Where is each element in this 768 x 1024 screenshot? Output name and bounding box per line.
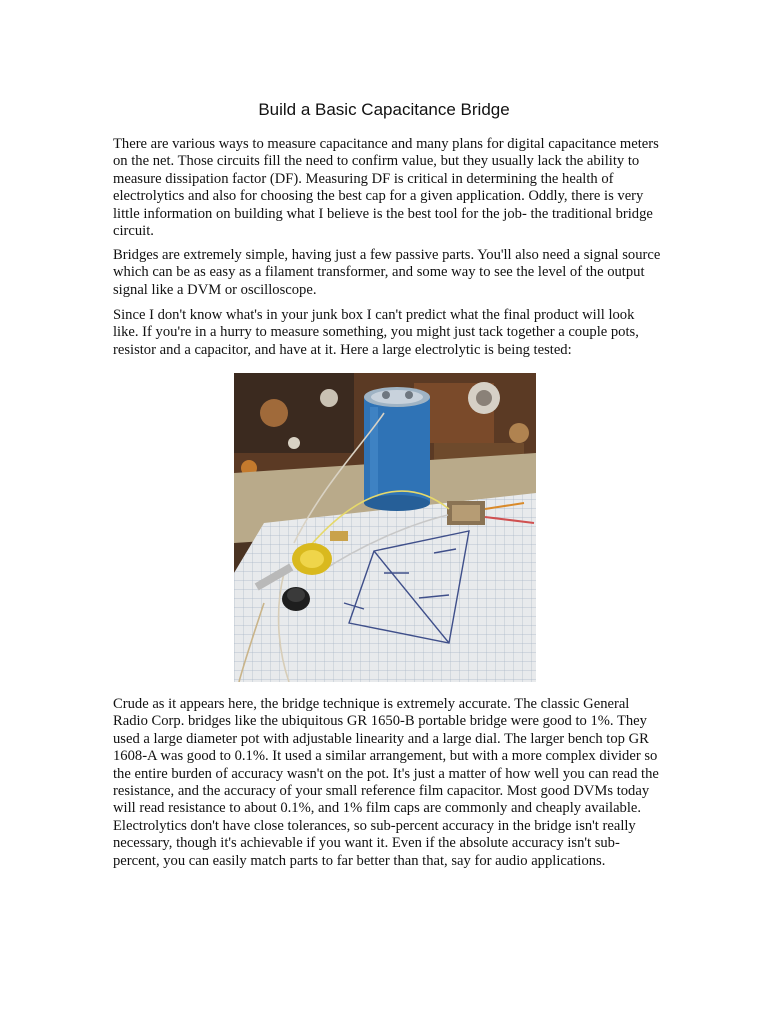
- electrolytic-capacitor: [364, 387, 430, 511]
- paragraph-intro: There are various ways to measure capacitance and many plans for digital capacitance meters on the net. Those circuits fill the need to confirm value, but they usually lack the ability to measure dissipation factor (DF). Measuring DF is critical in determining the health of electrolytics and also for choosing the best cap for a given application. Oddly, there is very little information on building what I believe is the best tool for the job- the traditional bridge circuit.: [113, 136, 659, 240]
- paragraph-bridges: Bridges are extremely simple, having just a few passive parts. You'll also need a signal source which can be as easy as a filament transformer, and some way to see the level of the output signal like a DVM or oscilloscope.: [113, 247, 661, 298]
- page-title: Build a Basic Capacitance Bridge: [258, 100, 510, 119]
- paragraph-accuracy: Crude as it appears here, the bridge technique is extremely accurate. The classic General Radio Corp. bridges like the ubiquitous GR 1650-B portable bridge were good to 1%. They used a large diameter pot with adjustable linearity and a large dial. The larger bench top GR 1608-A was good to 0.1%. It used a similar arrangement, but with a more complex divider so the entire burden of accuracy wasn't on the pot. It's just a matter of how well you can read the resistance, and the accuracy of your small reference film capacitor. Most good DVMs today will read resistance to about 0.1%, and 1% film caps are commonly and cheaply available. Electrolytics don't have close tolerances, so sub-percent accuracy in the bridge isn't really necessary, though it's achievable if you want it. Even if the absolute accuracy isn't sub-percent, you can easily match parts to far better than that, say for audio applications.: [113, 696, 659, 869]
- bridge-circuit-photo: [234, 373, 536, 682]
- paragraph-junk-box: Since I don't know what's in your junk box I can't predict what the final product will look like. If you're in a hurry to measure something, you might just tack together a couple pots, resistor and a capacitor, and have at it. Here a large electrolytic is being tested:: [113, 307, 639, 358]
